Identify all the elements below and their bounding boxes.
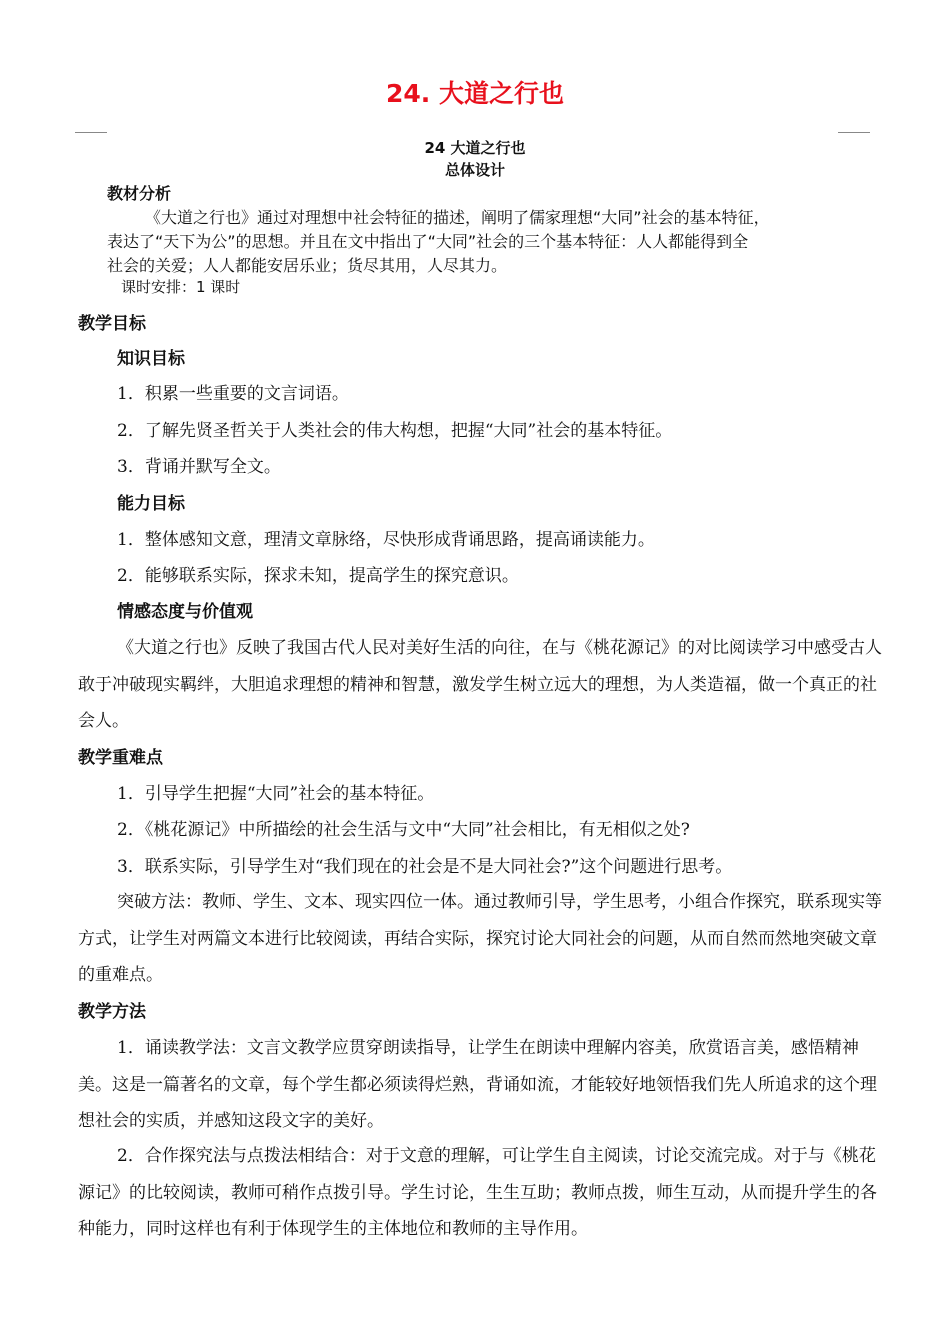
emotion-heading: 情感态度与价值观	[117, 602, 253, 622]
ability-item: 2．能够联系实际，探求未知，提高学生的探究意识。	[117, 566, 519, 586]
document-title: 24. 大道之行也	[386, 79, 564, 108]
analysis-line-2: 表达了“天下为公”的思想。并且在文中指出了“大同”社会的三个基本特征：人人都能得到全	[107, 232, 749, 251]
methods-heading: 教学方法	[78, 1002, 146, 1022]
schedule-text: 课时安排：1 课时	[121, 278, 241, 296]
header-rule-right	[838, 132, 870, 133]
key-point-item: 1．引导学生把握“大同”社会的基本特征。	[117, 784, 435, 804]
lesson-heading: 24 大道之行也	[424, 139, 526, 157]
ability-item: 1．整体感知文意，理清文章脉络，尽快形成背诵思路，提高诵读能力。	[117, 530, 655, 550]
header-rule-left	[75, 132, 107, 133]
analysis-line-1: 《大道之行也》通过对理想中社会特征的描述，阐明了儒家理想“大同”社会的基本特征，	[145, 208, 770, 227]
knowledge-item: 2．了解先贤圣哲关于人类社会的伟大构想，把握“大同”社会的基本特征。	[117, 421, 673, 441]
key-point-item: 2．《桃花源记》中所描绘的社会生活与文中“大同”社会相比，有无相似之处?	[117, 820, 690, 840]
knowledge-heading: 知识目标	[117, 349, 185, 369]
analysis-heading: 教材分析	[107, 184, 172, 203]
breakthrough-paragraph: 突破方法：教师、学生、文本、现实四位一体。通过教师引导，学生思考，小组合作探究，联系现实等方式，让学生对两篇文本进行比较阅读，再结合实际，探究讨论大同社会的问题，从而自然而然地突破文章的重难点。	[78, 892, 882, 985]
method-paragraph: 2．合作探究法与点拨法相结合：对于文意的理解，可让学生自主阅读，讨论交流完成。对于与《桃花源记》的比较阅读，教师可稍作点拨引导。学生讨论，生生互助；教师点拨，师生互动，从而提升学生的各种能力，同时这样也有利于体现学生的主体地位和教师的主导作用。	[78, 1146, 877, 1239]
design-heading: 总体设计	[444, 161, 505, 179]
objectives-heading: 教学目标	[78, 314, 146, 334]
knowledge-item: 1．积累一些重要的文言词语。	[117, 384, 349, 404]
knowledge-item: 3．背诵并默写全文。	[117, 457, 281, 477]
emotion-paragraph: 《大道之行也》反映了我国古代人民对美好生活的向往，在与《桃花源记》的对比阅读学习中感受古人敢于冲破现实羁绊，大胆追求理想的精神和智慧，激发学生树立远大的理想，为人类造福，做一个真正的社会人。	[78, 638, 882, 731]
key-points-heading: 教学重难点	[78, 748, 163, 768]
analysis-line-3: 社会的关爱；人人都能安居乐业；货尽其用，人尽其力。	[107, 256, 508, 275]
key-point-item: 3．联系实际，引导学生对“我们现在的社会是不是大同社会?”这个问题进行思考。	[117, 857, 733, 877]
ability-heading: 能力目标	[117, 494, 185, 514]
method-paragraph: 1．诵读教学法：文言文教学应贯穿朗读指导，让学生在朗读中理解内容美，欣赏语言美，感悟精神美。这是一篇著名的文章，每个学生都必须读得烂熟，背诵如流，才能较好地领悟我们先人所追求的这个理想社会的实质，并感知这段文字的美好。	[78, 1038, 877, 1131]
